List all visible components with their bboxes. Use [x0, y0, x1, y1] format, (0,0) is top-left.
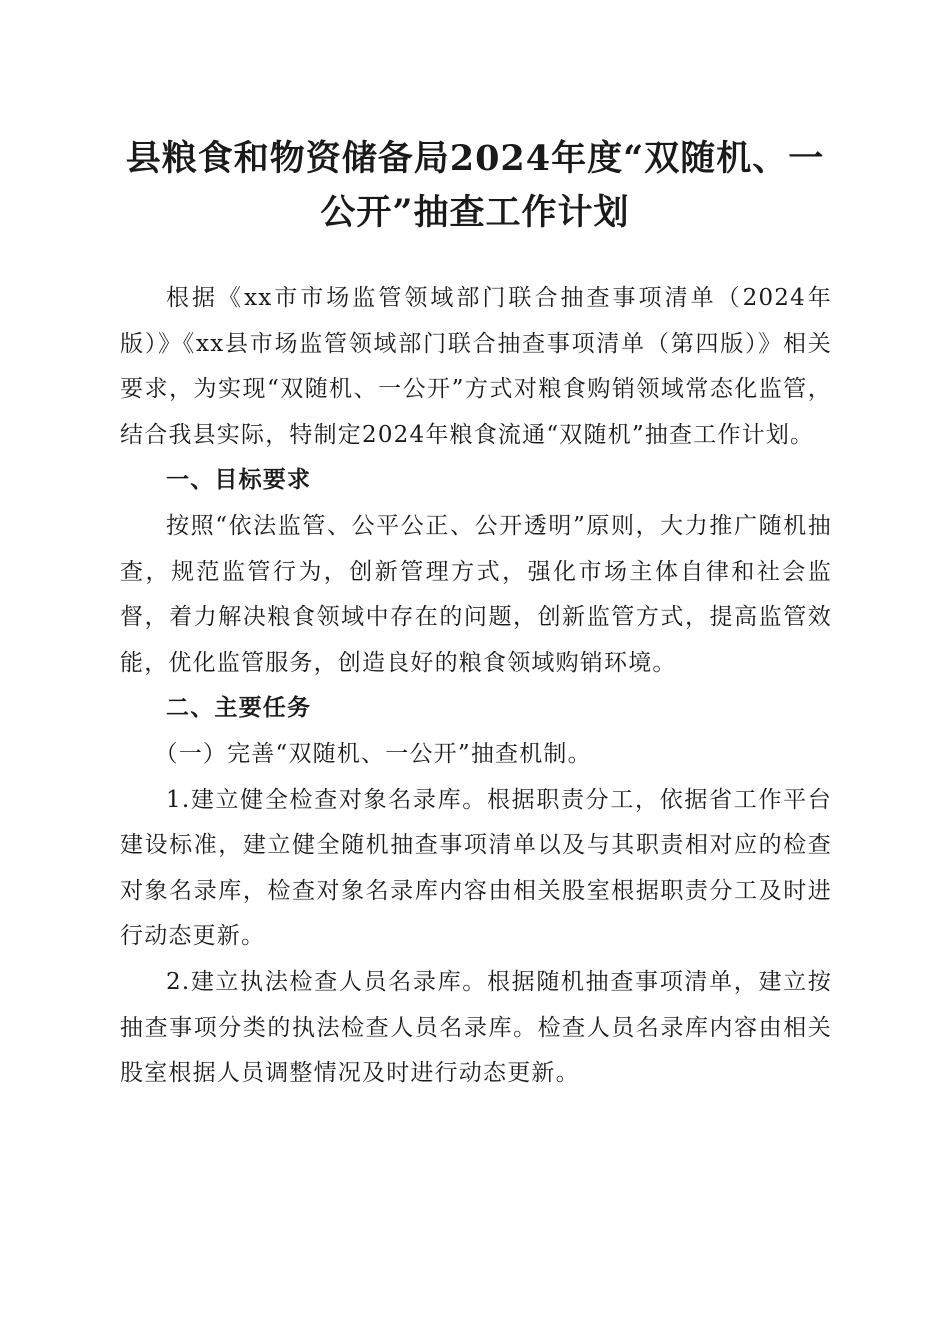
- title-line-1: 县粮食和物资储备局2024年度“双随机、一: [125, 138, 825, 179]
- intro-paragraph: 根据《xx市市场监管领域部门联合抽查事项清单（2024年版）》《xx县市场监管领域部门联合抽查事项清单（第四版）》相关要求，为实现“双随机、一公开”方式对粮食购销领域常态化监管，结合我县实际，特制定2024年粮食流通“双随机”抽查工作计划。: [120, 285, 832, 448]
- section-1-heading: 一、目标要求: [166, 467, 312, 494]
- document-body: [120, 276, 832, 1097]
- item-1-paragraph: 1.建立健全检查对象名录库。根据职责分工，依据省工作平台建设标准，建立健全随机抽查事项清单以及与其职责相对应的检查对象名录库，检查对象名录库内容由相关股室根据职责分工及时进行动态更新。: [120, 786, 832, 950]
- item-2-paragraph: 2.建立执法检查人员名录库。根据随机抽查事项清单，建立按抽查事项分类的执法检查人员名录库。检查人员名录库内容由相关股室根据人员调整情况及时进行动态更新。: [120, 968, 832, 1087]
- subsection-1-heading: （一）完善“双随机、一公开”抽查机制。: [154, 740, 592, 767]
- section-1-paragraph: 按照“依法监管、公平公正、公开透明”原则，大力推广随机抽查，规范监管行为，创新管理方式，强化市场主体自律和社会监督，着力解决粮食领域中存在的问题，创新监管方式，提高监管效能，优化监管服务，创造良好的粮食领域购销环境。: [120, 512, 832, 676]
- title-line-2: 公开”抽查工作计划: [320, 192, 630, 233]
- section-2-heading: 二、主要任务: [166, 695, 312, 722]
- document-title: [110, 132, 840, 240]
